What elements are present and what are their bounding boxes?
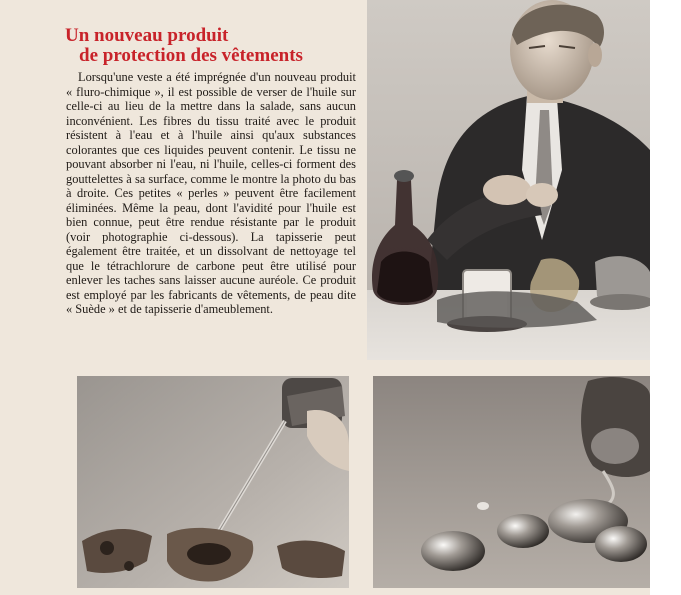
photo-man-pouring-oil — [367, 0, 650, 360]
title-line-1: Un nouveau produit — [65, 25, 229, 46]
photo-oil-droplets — [373, 376, 650, 588]
title-line-2: de protection des vêtements — [79, 45, 303, 66]
photo-oil-on-suede — [77, 376, 349, 588]
article-title — [65, 26, 360, 66]
article-body: Lorsqu'une veste a été imprégnée d'un nouveau produit « fluro-chimique », il est possible de verser de l'huile sur celle-ci au lieu de la mettre dans la salade, sans aucun inconvénient. Les fibres du tissu traité avec le produit résistent à l'eau et à l'huile ainsi qu'aux substances colorantes que ces liquides peuvent contenir. Le tissu ne pouvant absorber ni l'eau, ni l'huile, celles-ci forment des gouttelettes à sa surface, comme le montre la photo du bas à droite. Ces petites « perles » peuvent être facilement éliminées. Même la peau, dont l'avidité pour l'huile est bien connue, peut être rendue résistante par le produit (voir photographie ci-dessous). La tapisserie peut également être traitée, et un dissolvant de nettoyage tel que le tétrachlorure de carbone peut être utilisé pour enlever les taches sans laisser aucune auréole. Ce produit est employé par les fabricants de vêtements, de peau dite « Suède » et de tapisserie d'ameublement. — [66, 70, 356, 316]
